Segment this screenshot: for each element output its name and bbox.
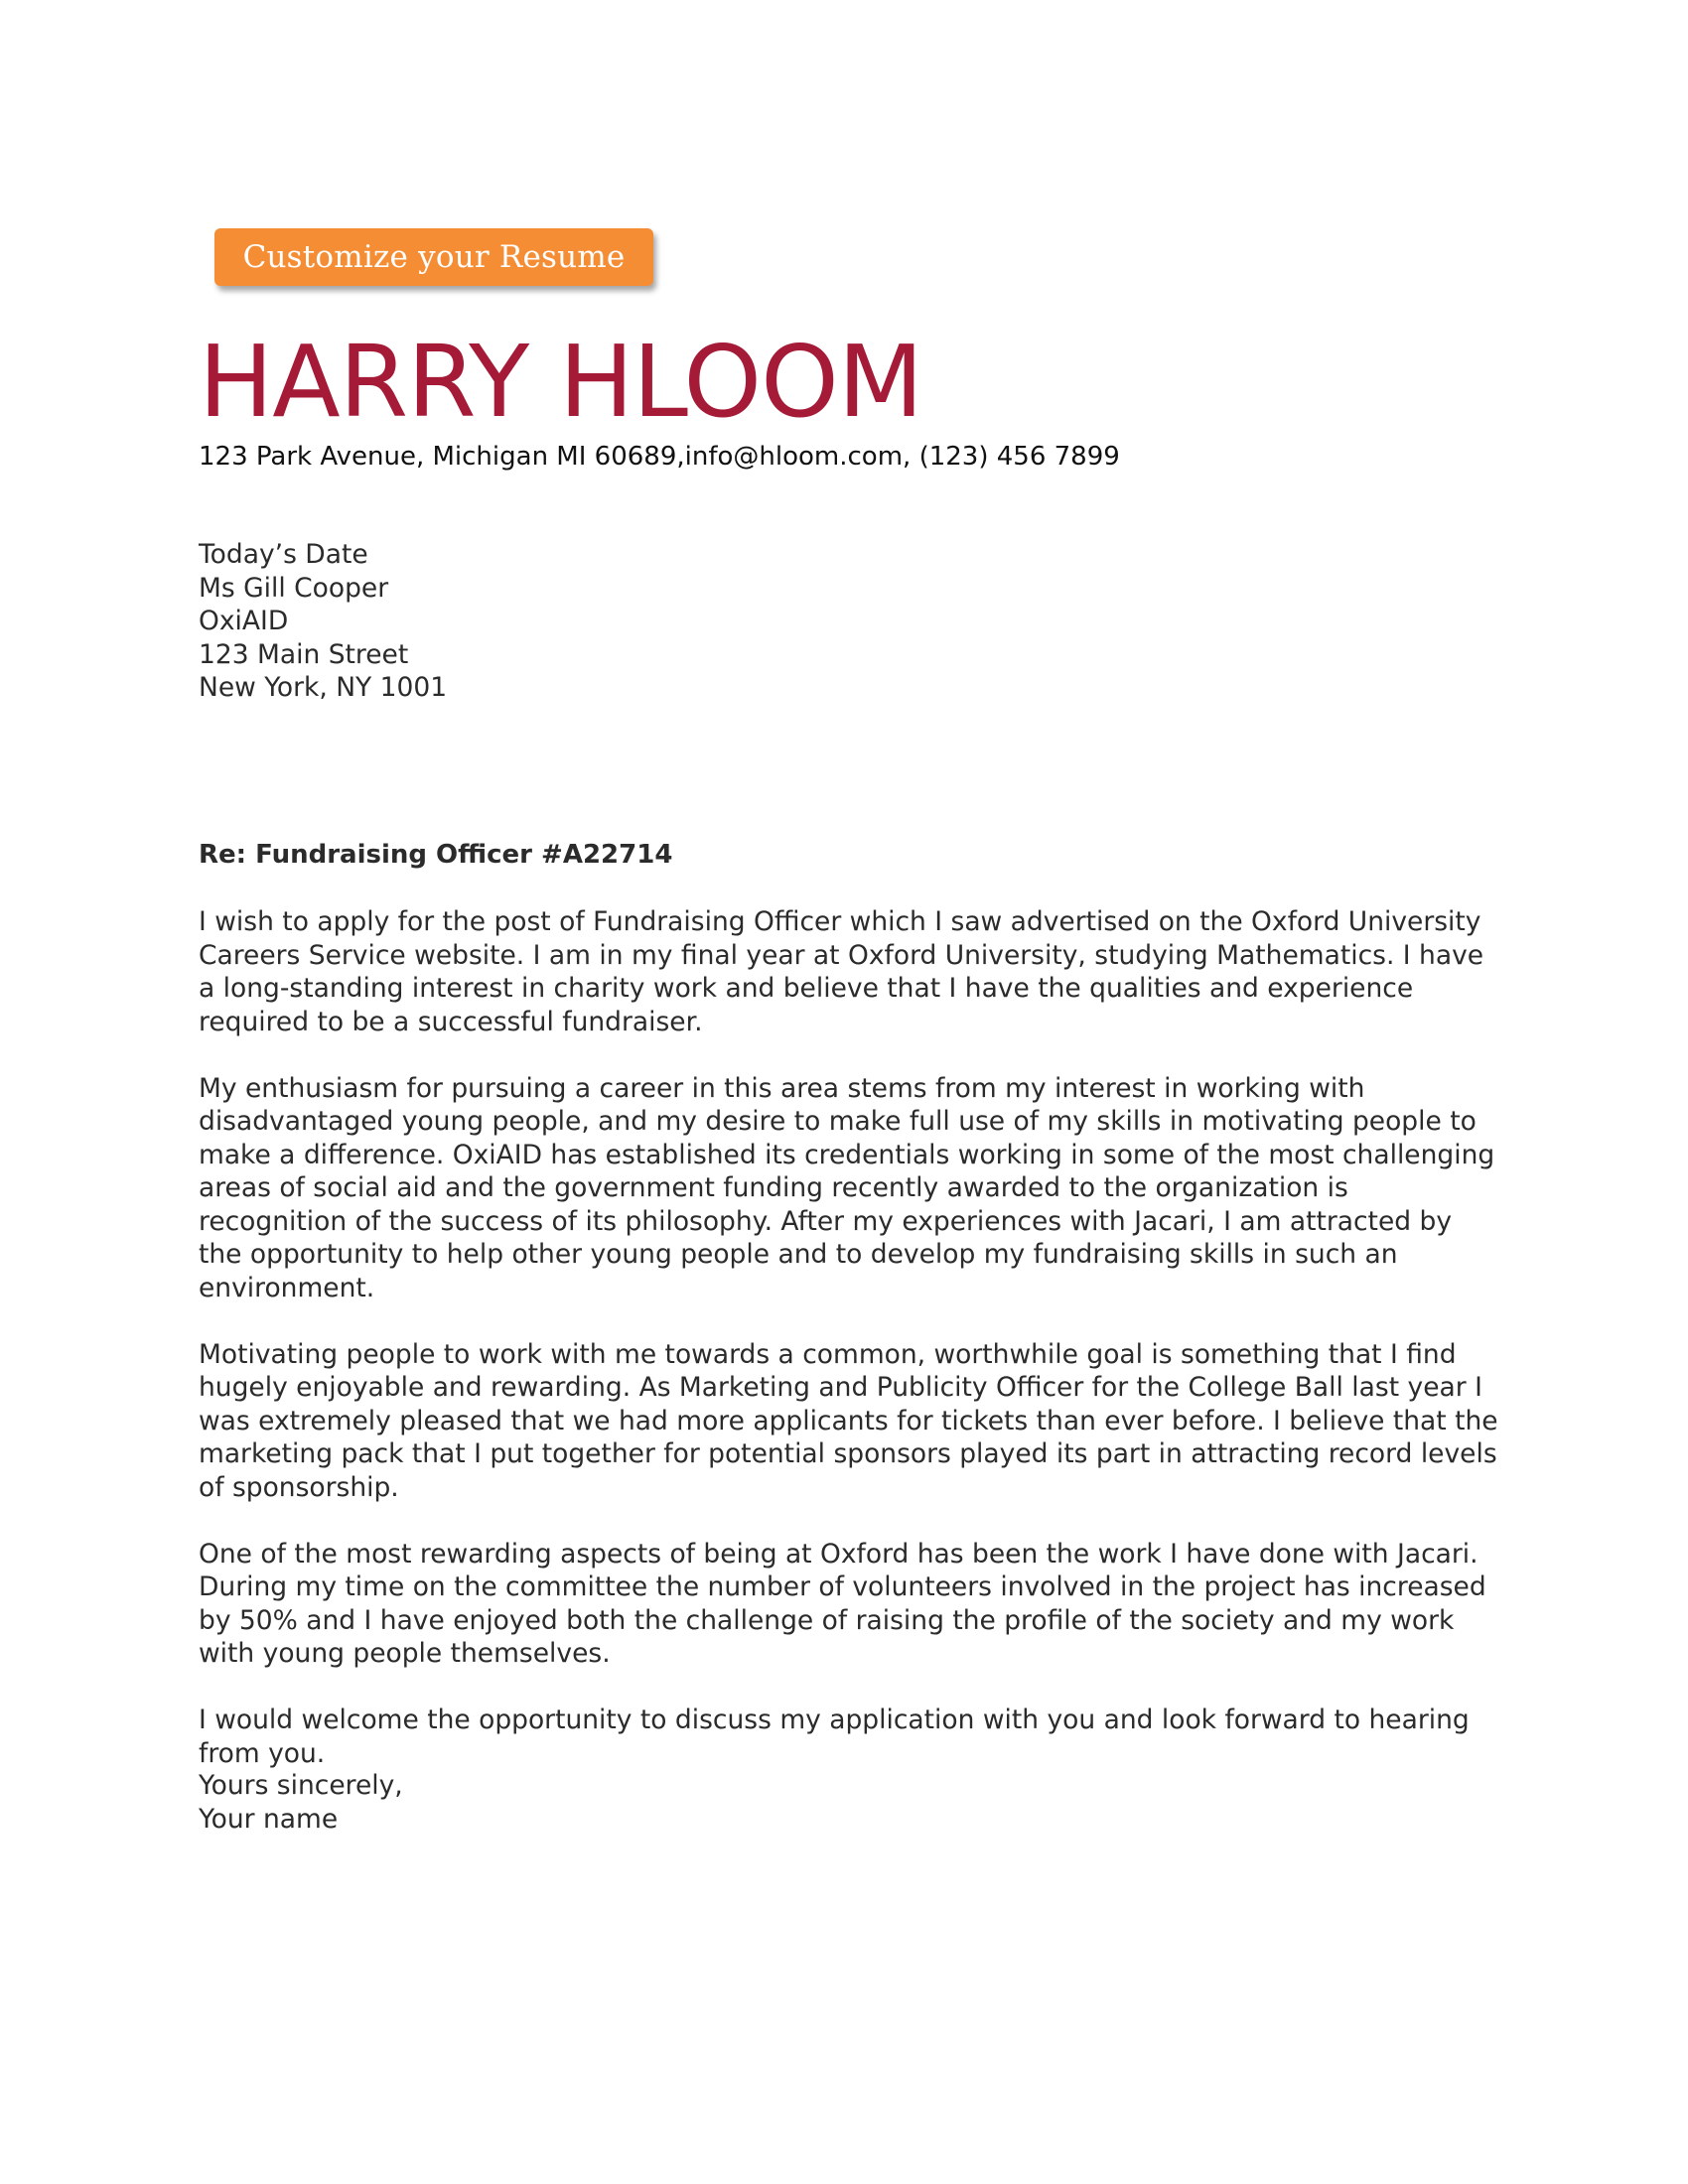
signature-name: Your name (199, 1803, 339, 1835)
recipient-street: 123 Main Street (199, 638, 409, 670)
signoff-block (199, 1769, 403, 1836)
recipient-block (199, 538, 447, 705)
letter-subject: Re: Fundraising Officer #A22714 (199, 840, 673, 870)
recipient-name: Ms Gill Cooper (199, 572, 389, 604)
letter-date: Today’s Date (199, 539, 368, 570)
letter-body (199, 905, 1499, 1804)
paragraph-intro: I wish to apply for the post of Fundraising Officer which I saw advertised on the Oxford University Careers Service website. I am in my final year at Oxford University, studying Mathematics. I have a long-standing interest in charity work and believe that I have the qualities and experience required to be a successful fundraiser. (199, 906, 1484, 1037)
paragraph-experience: Motivating people to work with me towards a common, worthwhile goal is something that I find hugely enjoyable and rewarding. As Marketing and Publicity Officer for the College Ball last year I was extremely pleased that we had more applicants for tickets than ever before. I believe that the marketing pack that I put together for potential sponsors played its part in attracting record levels of sponsorship. (199, 1338, 1498, 1503)
applicant-name: HARRY HLOOM (199, 324, 923, 440)
customize-resume-button[interactable]: Customize your Resume (214, 228, 653, 286)
recipient-company: OxiAID (199, 606, 289, 636)
contact-line: 123 Park Avenue, Michigan MI 60689,info@hloom.com, (123) 456 7899 (199, 442, 1120, 472)
paragraph-motivation: My enthusiasm for pursuing a career in this area stems from my interest in working with disadvantaged young people, and my desire to make full use of my skills in motivating people to make a difference. OxiAID has established its credentials working in some of the most challenging areas of social aid and the government funding recently awarded to the organization is recognition of the success of its philosophy. After my experiences with Jacari, I am attracted by the opportunity to help other young people and to develop my fundraising skills in such an environment. (199, 1072, 1495, 1303)
paragraph-jacari: One of the most rewarding aspects of being at Oxford has been the work I have done with Jacari. During my time on the committee the number of volunteers involved in the project has increased by 50% and I have enjoyed both the challenge of raising the profile of the society and my work with young people themselves. (199, 1538, 1486, 1669)
recipient-city: New York, NY 1001 (199, 672, 448, 703)
closing-salutation: Yours sincerely, (199, 1770, 403, 1801)
paragraph-closing: I would welcome the opportunity to discuss my application with you and look forward to hearing from you. (199, 1705, 1470, 1769)
